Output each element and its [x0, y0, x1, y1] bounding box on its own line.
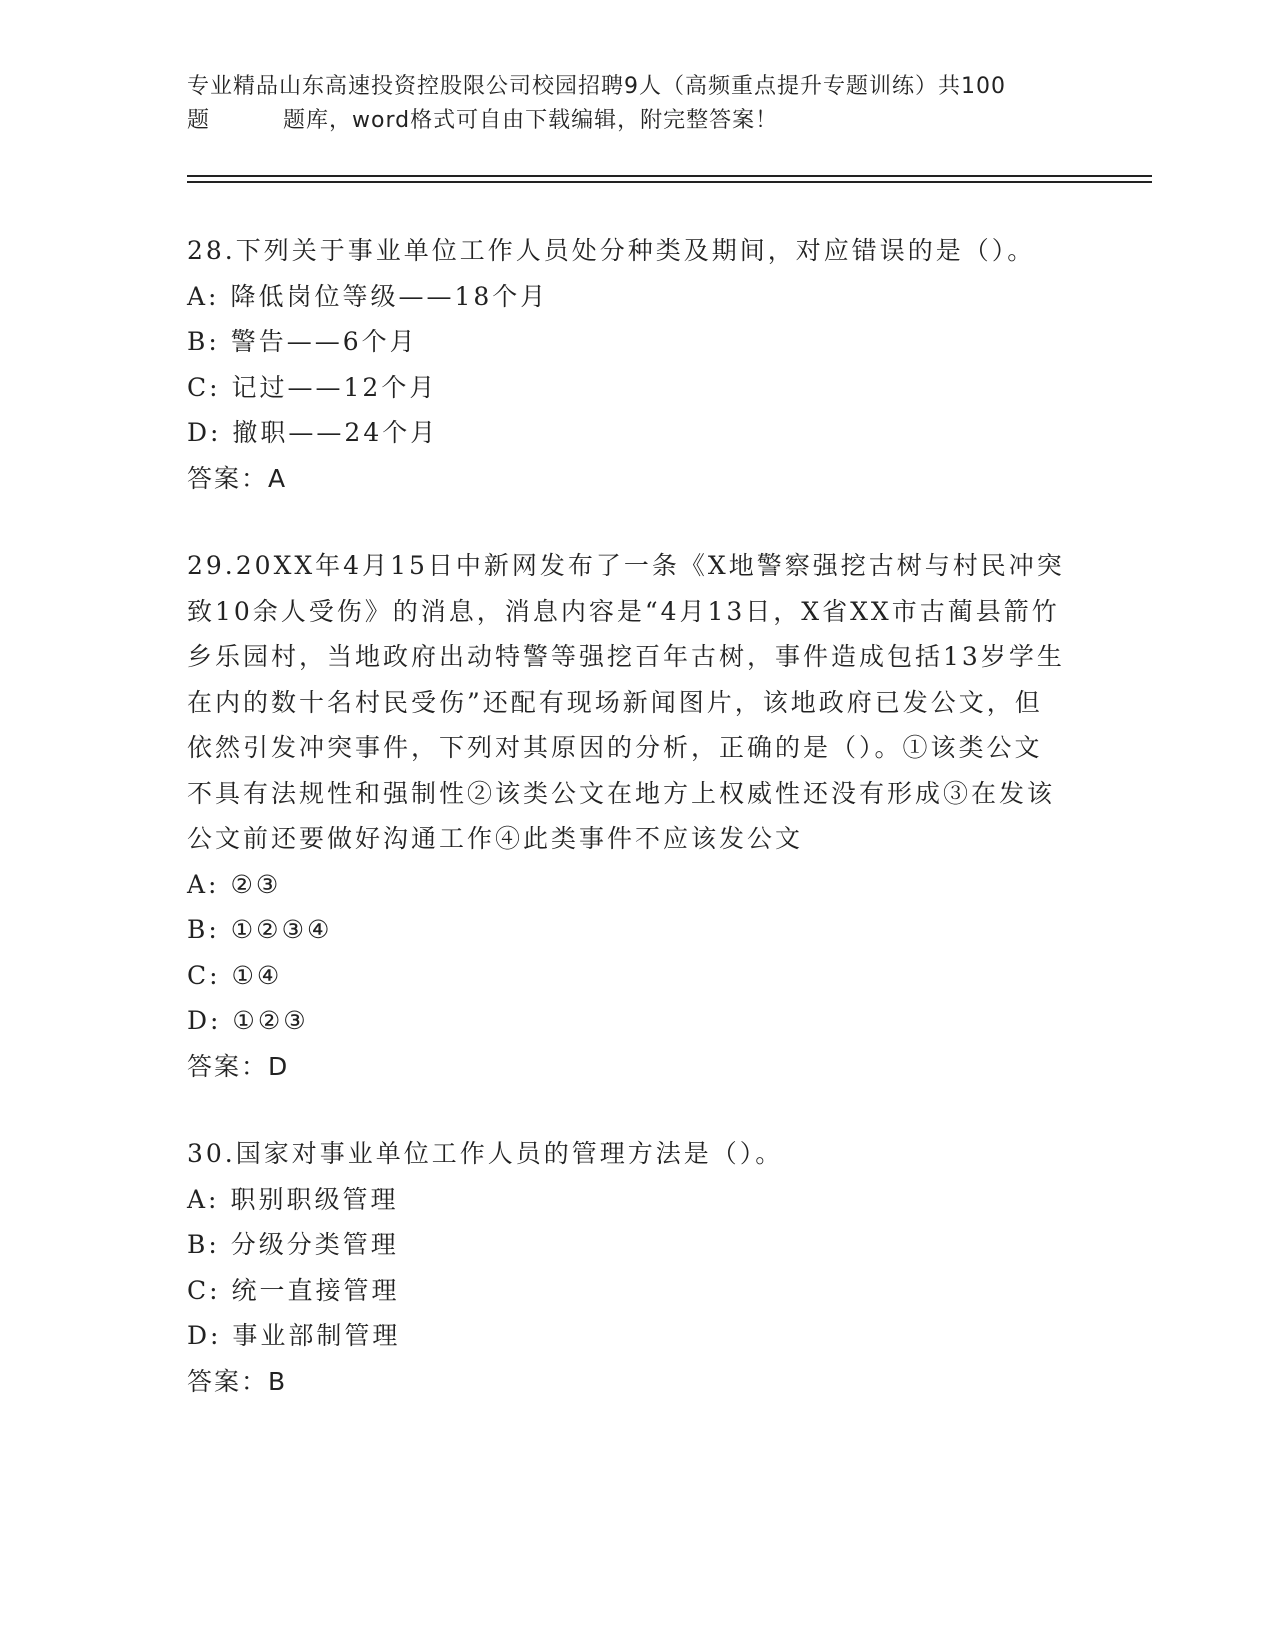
header-divider-top	[187, 175, 1152, 177]
answer-line: 答案：D	[187, 1051, 290, 1081]
question-30	[187, 1131, 1067, 1404]
option-text: 统一直接管理	[231, 1275, 400, 1305]
option-text: ①②③	[232, 1006, 309, 1035]
option-key: B:	[187, 1230, 220, 1259]
option-text: ①④	[231, 960, 283, 990]
option-text: 撤职——24个月	[232, 418, 439, 447]
option-key: C:	[187, 1275, 221, 1305]
option-key: C:	[187, 960, 221, 990]
answer-line: 答案：B	[187, 1366, 288, 1396]
option-text: 警告——6个月	[230, 327, 418, 356]
question-28	[187, 228, 1067, 501]
option-text: ②③	[230, 869, 282, 899]
option-d	[187, 998, 1067, 1044]
option-key: A:	[187, 1184, 220, 1214]
question-list	[187, 228, 1067, 1446]
option-key: D:	[187, 1321, 222, 1350]
option-text: 职别职级管理	[230, 1184, 399, 1214]
question-29	[187, 543, 1067, 1089]
option-text: 记过——12个月	[231, 372, 438, 402]
option-a	[187, 274, 1067, 320]
answer-line: 答案：A	[187, 463, 288, 493]
option-text: 分级分类管理	[230, 1230, 399, 1259]
question-text: 下列关于事业单位工作人员处分种类及期间，对应错误的是（）。	[235, 236, 1036, 265]
option-b	[187, 319, 1067, 365]
question-stem	[187, 543, 1067, 862]
option-text: 事业部制管理	[232, 1321, 401, 1350]
option-c	[187, 1268, 1067, 1314]
question-stem	[187, 228, 1067, 274]
option-d	[187, 410, 1067, 456]
option-c	[187, 365, 1067, 411]
option-key: D:	[187, 1006, 222, 1035]
question-number: 28.	[187, 236, 236, 265]
document-header	[187, 70, 1087, 138]
option-key: B:	[187, 915, 220, 944]
option-text: ①②③④	[230, 915, 333, 944]
option-a	[187, 1177, 1067, 1223]
option-text: 降低岗位等级——18个月	[230, 281, 549, 311]
option-b	[187, 1222, 1067, 1268]
question-number: 30.	[187, 1139, 236, 1168]
option-key: A:	[187, 281, 220, 311]
header-divider-bottom	[187, 181, 1152, 183]
option-key: B:	[187, 327, 220, 356]
question-text: 国家对事业单位工作人员的管理方法是（）。	[235, 1139, 784, 1168]
header-line-2	[187, 104, 1087, 138]
question-number: 29.	[187, 551, 236, 580]
option-a	[187, 862, 1067, 908]
header-line-1: 专业精品山东高速投资控股限公司校园招聘9人（高频重点提升专题训练）共100	[187, 74, 1006, 99]
question-text: 20XX年4月15日中新网发布了一条《X地警察强挖古树与村民冲突致10余人受伤》的消息，消息内容是“4月13日，X省XX市古蔺县箭竹乡乐园村，当地政府出动特警等强挖百年古树，事件造成包括13岁学生在内的数十名村民受伤”还配有现场新闻图片，该地政府已发公文，但依然引发冲突事件，下列对其原因的分析，正确的是（）。①该类公文不具有法规性和强制性②该类公文在地方上权威性还没有形成③在发该公文前还要做好沟通工作④此类事件不应该发公文	[187, 551, 1065, 853]
header-line-2-right: 题库，word格式可自由下载编辑，附完整答案！	[283, 108, 779, 133]
option-c	[187, 953, 1067, 999]
option-d	[187, 1313, 1067, 1359]
option-key: A:	[187, 869, 220, 899]
option-key: D:	[187, 418, 222, 447]
header-line-2-left: 题	[187, 108, 211, 133]
question-stem	[187, 1131, 1067, 1177]
option-key: C:	[187, 372, 221, 402]
option-b	[187, 907, 1067, 953]
